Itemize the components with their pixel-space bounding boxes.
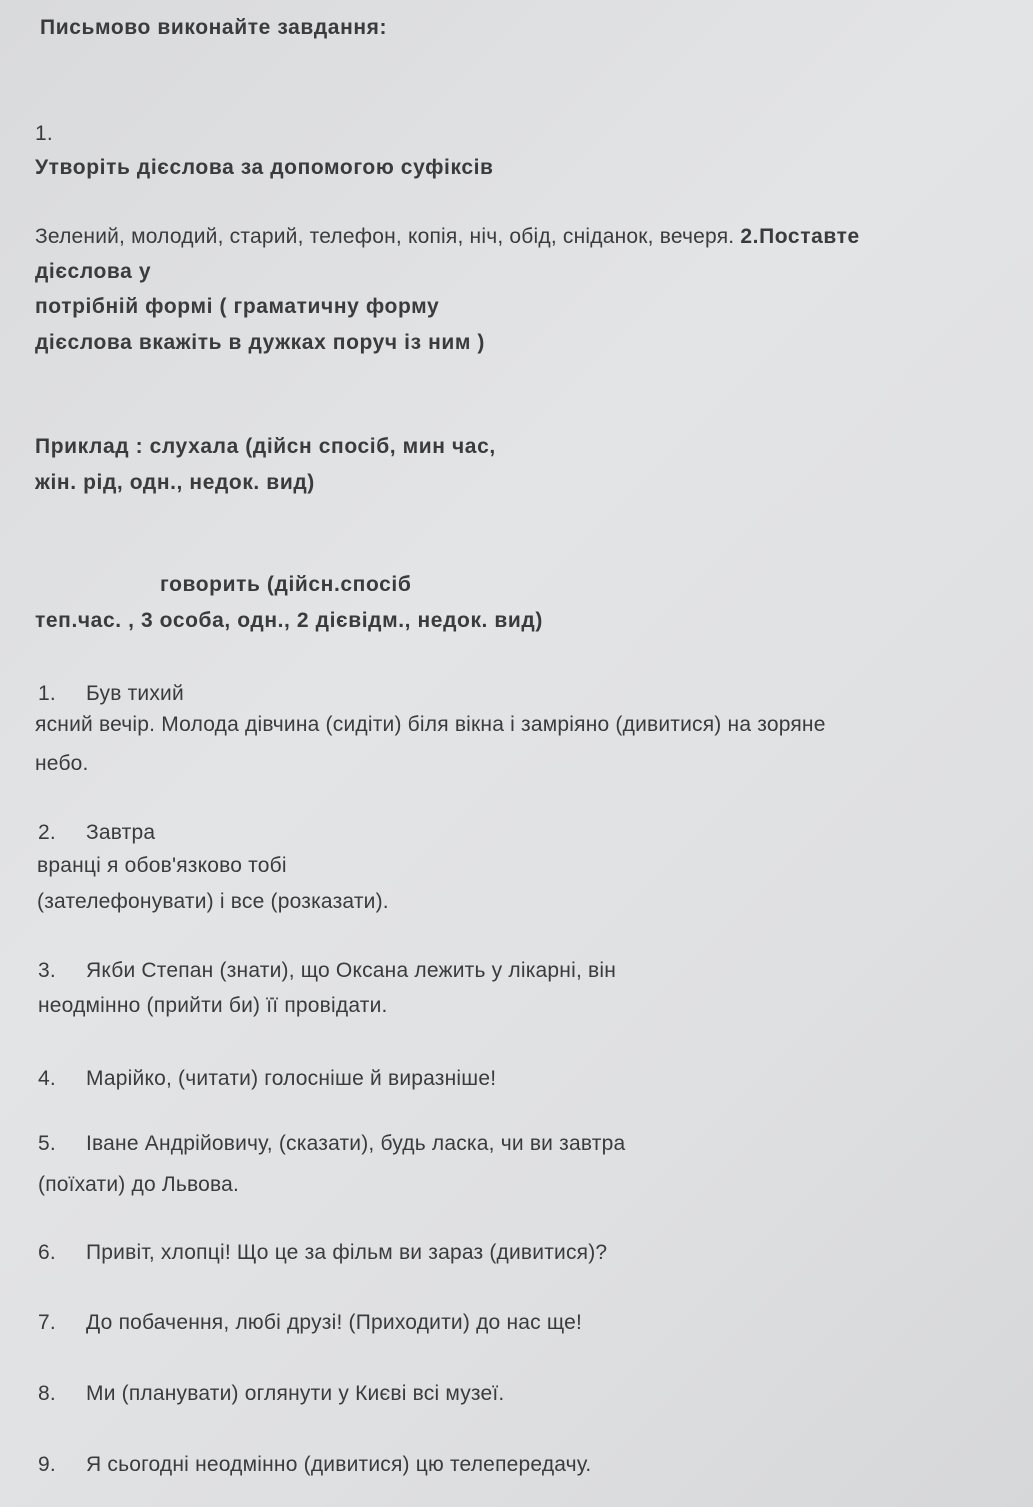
item-text: Марійко, (читати) голосніше й виразніше! bbox=[86, 1067, 497, 1090]
item-text-cont: неодмінно (прийти би) її провідати. bbox=[38, 994, 388, 1017]
item-text: Якби Степан (знати), що Оксана лежить у лікарні, він bbox=[86, 959, 617, 982]
item-text-cont: (поїхати) до Львова. bbox=[38, 1173, 240, 1196]
item-number: 8. bbox=[38, 1382, 56, 1405]
list-item bbox=[38, 1131, 625, 1157]
item-number: 5. bbox=[38, 1132, 56, 1155]
item-text-cont: ясний вечір. Молода дівчина (сидіти) біля вікна і замріяно (дивитися) на зоряне bbox=[35, 713, 826, 736]
task2-title-line1: 2.Поставте bbox=[740, 225, 860, 248]
item-text-cont: (зателефонувати) і все (розказати). bbox=[37, 890, 389, 913]
list-item bbox=[38, 958, 616, 984]
example-line3: говорить (дійсн.спосіб bbox=[160, 573, 412, 596]
list-item bbox=[38, 1452, 591, 1478]
item-number: 6. bbox=[38, 1241, 56, 1264]
task1-words: Зелений, молодий, старий, телефон, копія, ніч, обід, сніданок, вечеря. bbox=[35, 225, 735, 248]
list-item bbox=[38, 1066, 496, 1092]
item-number: 9. bbox=[38, 1453, 56, 1476]
item-number: 4. bbox=[38, 1067, 56, 1090]
item-text: Іване Андрійовичу, (сказати), будь ласка, чи ви завтра bbox=[86, 1132, 626, 1155]
item-text: Був тихий bbox=[86, 682, 184, 705]
item-text-cont: небо. bbox=[35, 752, 89, 775]
item-text: Завтра bbox=[86, 821, 156, 844]
list-item bbox=[38, 681, 184, 707]
item-number: 1. bbox=[38, 682, 56, 705]
task1-number: 1. bbox=[35, 122, 53, 145]
item-text: Я сьогодні неодмінно (дивитися) цю телепередачу. bbox=[86, 1453, 592, 1476]
task1-title: Утворіть дієслова за допомогою суфіксів bbox=[35, 156, 494, 179]
example-line1: Приклад : слухала (дійсн спосіб, мин час, bbox=[35, 435, 496, 458]
example-line4: теп.час. , 3 особа, одн., 2 дієвідм., недок. вид) bbox=[35, 609, 543, 632]
list-item bbox=[38, 820, 155, 846]
page-header: Письмово виконайте завдання: bbox=[40, 16, 388, 39]
task2-title-line3: потрібній формі ( граматичну форму bbox=[35, 295, 440, 318]
item-number: 3. bbox=[38, 959, 56, 982]
item-text: Привіт, хлопці! Що це за фільм ви зараз (дивитися)? bbox=[86, 1241, 608, 1264]
task2-title-line2: дієслова у bbox=[35, 260, 152, 283]
example-line2: жін. рід, одн., недок. вид) bbox=[35, 471, 315, 494]
item-text-cont: вранці я обов'язково тобі bbox=[37, 854, 287, 877]
list-item bbox=[38, 1381, 504, 1407]
item-text: До побачення, любі друзі! (Приходити) до нас ще! bbox=[86, 1311, 583, 1334]
task2-title-line4: дієслова вкажіть в дужках поруч із ним ) bbox=[35, 331, 486, 354]
item-number: 7. bbox=[38, 1311, 56, 1334]
list-item bbox=[38, 1240, 607, 1266]
item-text: Ми (планувати) оглянути у Києві всі музеї. bbox=[86, 1382, 505, 1405]
task1-words-line bbox=[35, 224, 860, 250]
item-number: 2. bbox=[38, 821, 56, 844]
list-item bbox=[38, 1310, 582, 1336]
